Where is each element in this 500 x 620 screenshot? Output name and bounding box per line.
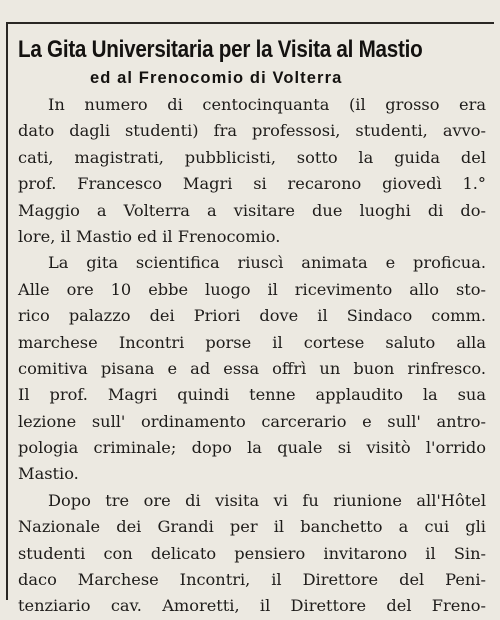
text-line: lezione sull' ordinamento carcerario e sull' antro-	[18, 411, 486, 431]
text-line: rico palazzo dei Priori dove il Sindaco comm.	[18, 306, 486, 326]
text-line: Mastio.	[18, 464, 79, 484]
text-line: Dopo tre ore di visita vi fu riunione all'Hôtel	[48, 490, 486, 510]
headline: La Gita Universitaria per la Visita al Mastio	[18, 36, 423, 63]
text-line: daco Marchese Incontri, il Direttore del Peni-	[18, 570, 486, 590]
text-line: Nazionale dei Grandi per il banchetto a cui gli	[18, 517, 486, 537]
text-line: La gita scientifica riuscì animata e proficua.	[48, 253, 486, 273]
top-rule	[6, 22, 494, 24]
text-line: dato dagli studenti) fra professosi, studenti, avvo-	[18, 121, 486, 141]
text-line: studenti con delicato pensiero invitarono il Sin-	[18, 543, 486, 563]
text-line: prof. Francesco Magri si recarono giovedì 1.°	[18, 174, 486, 194]
text-line: Maggio a Volterra a visitare due luoghi di do-	[18, 200, 486, 220]
article-body	[18, 92, 486, 620]
text-line: cati, magistrati, pubblicisti, sotto la guida del	[18, 147, 486, 167]
article	[18, 34, 486, 620]
subheadline: ed al Frenocomio di Volterra	[90, 69, 343, 87]
text-line: In numero di centocinquanta (il grosso era	[48, 95, 486, 114]
text-line: lore, il Mastio ed il Frenocomio.	[18, 226, 281, 246]
text-line: pologia criminale; dopo la quale si visitò l'orrido	[18, 438, 486, 458]
text-line: Alle ore 10 ebbe luogo il ricevimento allo sto-	[18, 279, 486, 299]
left-rule	[6, 22, 8, 600]
text-line: Il prof. Magri quindi tenne applaudito la sua	[18, 385, 486, 405]
text-line: comitiva pisana e ad essa offrì un buon rinfresco.	[18, 358, 486, 378]
text-line: tenziario cav. Amoretti, il Direttore del Freno-	[18, 596, 486, 616]
text-line: marchese Incontri porse il cortese saluto alla	[18, 332, 486, 352]
